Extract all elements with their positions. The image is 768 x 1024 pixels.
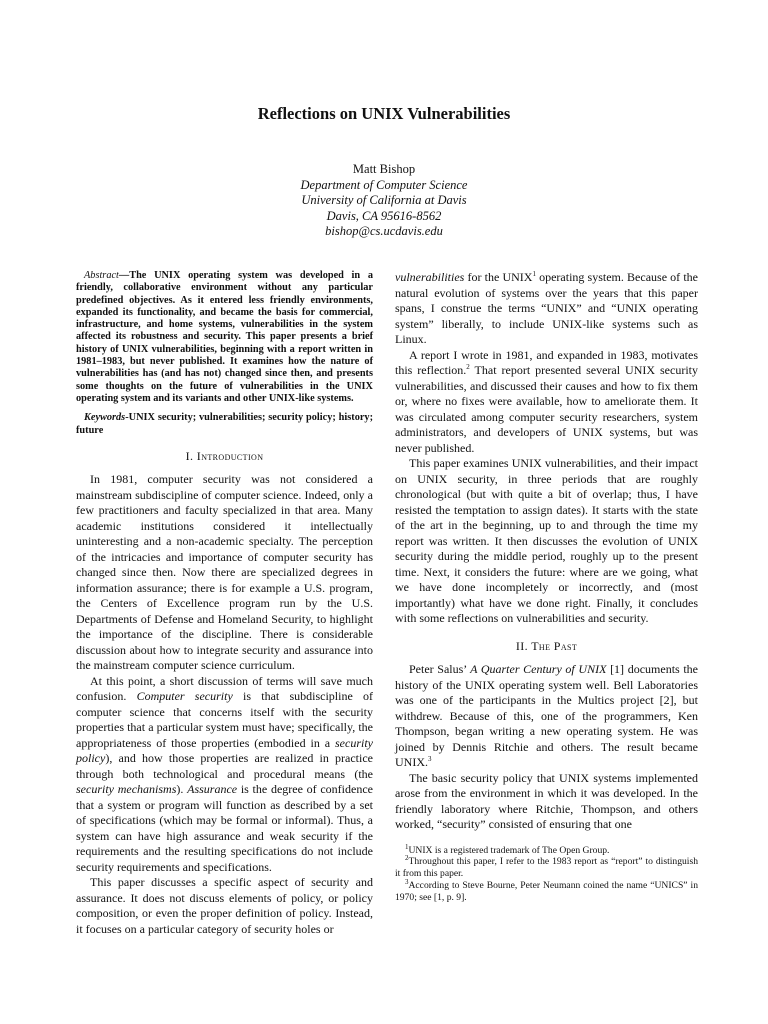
emphasis-term: vulnerabilities xyxy=(395,270,465,284)
footnotes xyxy=(395,842,698,904)
text-run: ). xyxy=(176,782,188,797)
intro-paragraph-5: This paper examines UNIX vulnerabilities, and their impact on UNIX security, in three periods that are roughly chronological (but with quite a bit of overlap; thus, I have resisted the temptation to assign dates). It starts with the state of the art in the beginning, up to and through the time my report was written. It then discusses the evolution of UNIX security during the middle period, roughly up to the present time. Next, it considers the future: where are we going, what we have done incompletely or incorrectly, and (most importantly) what have we done right. Finally, it concludes with some reflections on vulnerabilities and security. xyxy=(395,456,698,625)
footnote-text: UNIX is a registered trademark of The Open Group. xyxy=(408,844,610,856)
abstract xyxy=(76,270,373,405)
footnote-number: 1 xyxy=(405,842,409,851)
footnote-mark[interactable]: 1 xyxy=(532,270,536,278)
text-run: for the UNIX xyxy=(464,270,533,284)
intro-paragraph-4 xyxy=(395,348,698,457)
past-paragraph-1 xyxy=(395,662,698,771)
intro-paragraph-3-cont xyxy=(395,270,698,348)
paper-title: Reflections on UNIX Vulnerabilities xyxy=(257,104,511,123)
keywords-text: -UNIX security; vulnerabilities; security policy; history; future xyxy=(76,412,373,436)
text-run: ), and how those properties are realized in practice through both technological and procedural means (the xyxy=(76,751,373,781)
text-run: is that subdiscipline of computer science that concerns itself with the security properties that a particular system must have; specifically, the appropriateness of those properties (embodied in a xyxy=(76,689,373,750)
left-column xyxy=(76,270,373,937)
footnote-1 xyxy=(395,842,698,857)
right-column xyxy=(395,270,698,903)
text-run: is the degree of confidence that a system or program will function as described by a set of specifications (which may be formal or informal). Thus, a system can have high assurance and weak security if the requirements and the resulting specifications do not include security requirements and specifications. xyxy=(76,782,373,874)
author-name: Matt Bishop xyxy=(352,162,416,176)
intro-paragraph-1: In 1981, computer security was not considered a mainstream subdiscipline of computer science. Indeed, only a few practitioners and faculty specialized in that area. Many academic institutions considered it intellectually uninteresting and a non-academic specialty. The perception of the intricacies and importance of computer security has changed since then. Now there are specialized degrees in information assurance; there is for example a U.S. program, the Centers of Excellence program run by the U.S. Departments of Defense and Homeland Security, to highlight the importance of the discipline. There is considerable discussion about how to integrate security and assurance into the mainstream computer science curriculum. xyxy=(76,472,373,673)
footnote-text: Throughout this paper, I refer to the 1983 report as “report” to distinguish it from this paper. xyxy=(395,856,698,880)
emphasis-term: Computer security xyxy=(136,689,233,704)
intro-paragraph-2 xyxy=(76,674,373,876)
text-run: A report I wrote in 1981, and expanded in 1983, motivates this reflection. xyxy=(395,347,698,377)
emphasis-term: security policy xyxy=(76,735,373,766)
abstract-text: —The UNIX operating system was developed in a friendly, collaborative environment without any particular predefined objectives. As it entered less friendly environments, expanded its functionality, and became the basis for commercial, infrastructure, and home systems, vulnerabilities in the system affected its robustness and security. This paper presents a brief history of UNIX vulnerabilities, beginning with a report written in 1981–1983, but never published. It examines how the nature of vulnerabilities has (and has not) changed since then, and presents some thoughts on the future of vulnerabilities in the UNIX operating system and its variants and other UNIX-like systems. xyxy=(76,270,373,404)
text-run: That report presented several UNIX security vulnerabilities, and discussed their causes and how to fix them or, where no fixes were available, how to ameliorate them. It was circulated among computer security researchers, system administrators, and developers of UNIX systems, but was never published. xyxy=(395,363,698,455)
footnote-3 xyxy=(395,877,698,904)
footnote-text: According to Steve Bourne, Peter Neumann coined the name “UNICS” in 1970; see [1, p. 9]. xyxy=(395,879,698,903)
text-run: operating system. Because of the natural evolution of systems over the years that this paper spans, I construe the terms “UNIX” and “UNIX operating system” liberally, to include UNIX-like systems such as Linux. xyxy=(395,270,698,346)
past-paragraph-2: The basic security policy that UNIX systems implemented arose from the environment in which it was developed. In the friendly laboratory where Ritchie, Thompson, and others worked, “security” consisted of ensuring that one xyxy=(395,770,698,831)
footnote-mark[interactable]: 2 xyxy=(466,363,470,371)
author-block xyxy=(0,162,768,240)
text-run: This paper discusses a specific aspect of security and assurance. It does not discuss elements of policy, or policy composition, or even the proper definition of policy. Instead, it focuses on a particular category of security holes or xyxy=(76,875,373,936)
abstract-label: Abstract xyxy=(84,270,119,281)
footnote-number: 3 xyxy=(405,877,409,886)
emphasis-term: Assurance xyxy=(187,782,238,797)
section-heading-introduction: I. Introduction xyxy=(185,448,264,463)
text-run: At this point, a short discussion of terms will save much confusion. xyxy=(76,673,373,704)
affiliation-university: University of California at Davis xyxy=(301,193,467,207)
author-email: bishop@cs.ucdavis.edu xyxy=(325,224,443,238)
section-heading-past: II. The Past xyxy=(515,638,578,653)
footnote-mark[interactable]: 3 xyxy=(428,755,432,763)
emphasis-term: security mechanisms xyxy=(76,782,177,797)
keywords xyxy=(76,412,373,437)
book-title: A Quarter Century of UNIX xyxy=(470,662,607,676)
affiliation-department: Department of Computer Science xyxy=(300,177,468,192)
affiliation-address: Davis, CA 95616-8562 xyxy=(326,208,442,223)
text-run: Peter Salus’ xyxy=(409,662,471,676)
footnote-2 xyxy=(395,856,698,880)
text-run: [1] documents the history of the UNIX operating system well. Bell Laboratories was one of the participants in the Multics project [2], but withdrew. Because of this, one of the programmers, Ken Thompson, began writing a new operating system. He was joined by Dennis Ritchie and others. The result became UNIX. xyxy=(395,662,698,769)
footnote-number: 2 xyxy=(405,854,409,863)
keywords-label: Keywords xyxy=(84,412,126,424)
intro-paragraph-3-start xyxy=(76,875,373,937)
